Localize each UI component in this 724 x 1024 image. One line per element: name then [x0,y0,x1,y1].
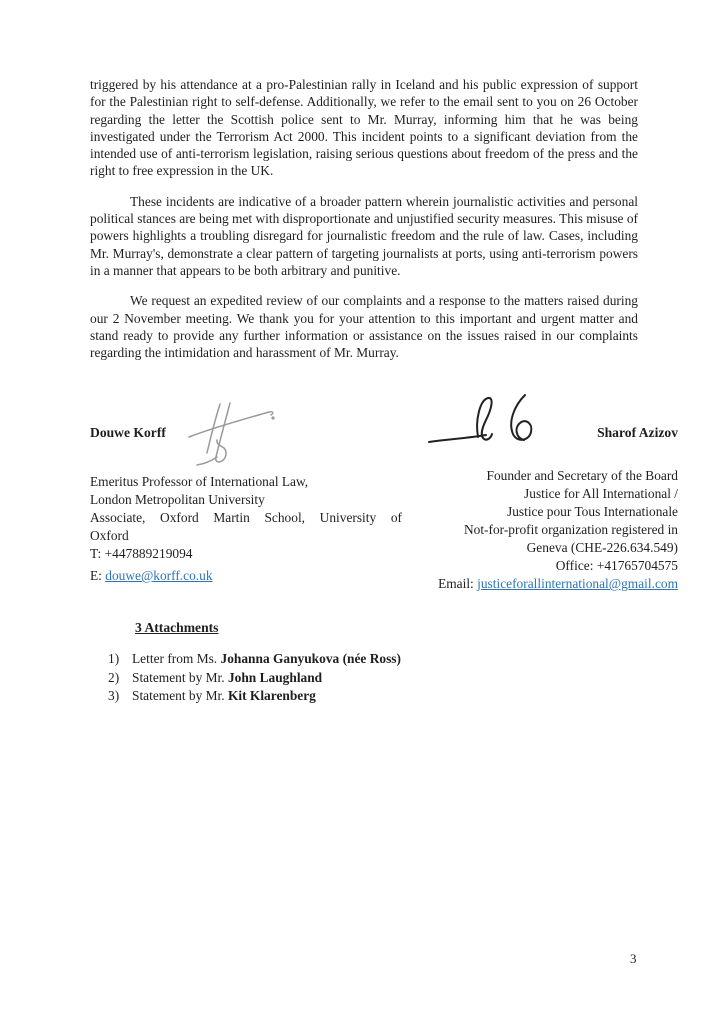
korff-phone: T: +447889219094 [90,546,193,561]
azizov-registration-line: Not-for-profit organization registered in [463,522,678,537]
azizov-signature-icon [426,391,548,453]
signature-row [90,398,678,472]
attachment-item [108,669,638,688]
azizov-org-line-2: Justice pour Tous Internationale [507,504,678,519]
attachment-name: John Laughland [227,669,323,685]
attachment-prefix: Letter from Ms. [132,651,221,666]
korff-associate-line: Associate, Oxford Martin School, University of [90,510,402,525]
page-number: 3 [630,951,637,966]
korff-email-line [90,567,402,585]
korff-email-label: E: [90,568,106,583]
azizov-email-link[interactable]: justiceforallinternational@gmail.com [477,576,678,591]
azizov-details [438,467,678,593]
azizov-office-phone: Office: +41765704575 [555,558,678,573]
azizov-email-label: Email: [438,576,478,591]
paragraph-2: These incidents are indicative of a broader pattern wherein journalistic activities and personal political stances are being met with disproportionate and unjustified security measures. This misuse of powers highlights a troubling disregard for journalistic freedom and the rule of law. Cases, including Mr. Murray's, demonstrate a clear pattern of targeting journalists at ports, using anti-terrorism powers in a manner that appears to be both arbitrary and punitive. [90,193,638,278]
attachment-number: 3) [108,688,120,704]
attachments-heading: 3 Attachments [135,620,219,635]
azizov-title-line: Founder and Secretary of the Board [486,468,678,483]
azizov-email-line [438,575,678,593]
attachment-number: 2) [108,669,120,685]
signatory-name-azizov: Sharof Azizov [597,425,678,440]
paragraph-1: triggered by his attendance at a pro-Palestinian rally in Iceland and his public expression of support for the Palestinian right to self-defense. Additionally, we refer to the email sent to you on 26 October regarding the letter the Scottish police sent to Mr. Murray, informing him that he was being investigated under the Terrorism Act 2000. This incident points to a significant deviation from the intended use of anti-terrorism legislation, raising serious questions about freedom of the press and the right to free expression in the UK. [90,77,638,179]
attachment-item [108,650,638,669]
attachment-number: 1) [108,651,120,666]
letter-body [90,76,638,374]
attachment-name: Johanna Ganyukova (née Ross) [220,651,401,666]
attachment-name: Kit Klarenberg [227,688,316,704]
signatory-name-korff: Douwe Korff [90,425,166,440]
signature-section [90,398,678,593]
azizov-geneva-line: Geneva (CHE-226.634.549) [526,540,678,555]
attachments-list [90,650,638,706]
korff-signature-icon [184,400,278,468]
korff-details [90,473,402,593]
signatory-details [90,468,678,593]
attachment-prefix: Statement by Mr. [132,688,228,704]
korff-university-line: London Metropolitan University [90,492,265,507]
paragraph-3: We request an expedited review of our complaints and a response to the matters raised during our 2 November meeting. We thank you for your attention to this important and urgent matter and stand ready to provide any further information or assistance on the issues raised in our complaints regarding the intimidation and harassment of Mr. Murray. [90,293,638,361]
korff-email-link[interactable]: douwe@korff.co.uk [105,568,213,583]
azizov-org-line-1: Justice for All International / [524,486,678,501]
attachments-section [90,620,638,706]
attachment-item [108,687,638,706]
korff-title-line: Emeritus Professor of International Law, [90,474,309,489]
korff-associate-line-2: Oxford [90,528,129,543]
attachment-prefix: Statement by Mr. [132,669,228,685]
